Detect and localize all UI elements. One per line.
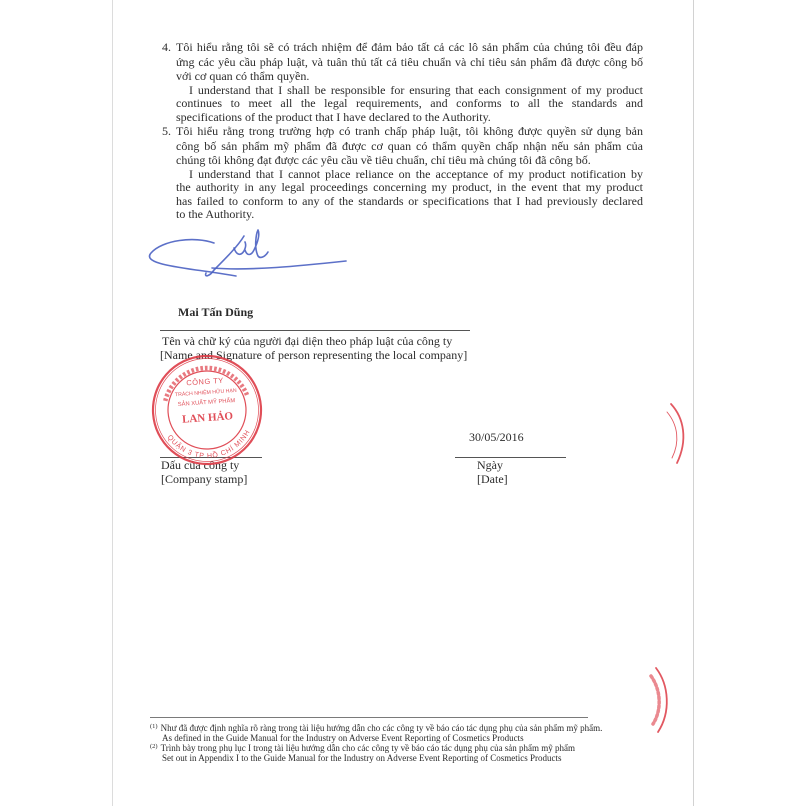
seal-outer-ring-inner xyxy=(152,355,262,465)
item-text-line: chúng tôi không đạt được các yêu cầu về tiêu chuẩn, chỉ tiêu mà chúng tôi đã công bố. xyxy=(176,153,591,167)
edge-stamp-arc xyxy=(667,412,677,458)
edge-stamp-arc xyxy=(656,668,667,732)
item-text-vietnamese xyxy=(176,40,643,84)
page-edge-left xyxy=(112,0,113,806)
seal-outer-ring xyxy=(149,352,264,467)
seal-ring-bottom-path: QUẬN 3 TP HỒ CHÍ MINH xyxy=(165,428,252,461)
signature-line xyxy=(160,330,470,331)
footnote-text-en: As defined in the Guide Manual for the Industry on Adverse Event Reporting of Cosmetics Products xyxy=(162,733,524,743)
signature-stroke xyxy=(149,240,236,276)
edge-stamp-lower xyxy=(651,668,667,732)
footnote-text-vi: Trình bày trong phụ lục I trong tài liệu hướng dẫn cho các công ty về báo cáo tác dụng phụ của sản phẩm mỹ phẩm xyxy=(160,743,576,753)
signature-stroke xyxy=(212,261,346,269)
handwritten-signature xyxy=(149,230,346,276)
footnote-text-vi: Như đã được định nghĩa rõ ràng trong tài liệu hướng dẫn cho các công ty về báo cáo tác dụng phụ của sản phẩm mỹ phẩm. xyxy=(160,723,603,733)
edge-stamp-upper xyxy=(667,404,683,463)
seal-inner-ring xyxy=(165,368,248,451)
seal-line-1: CÔNG TY xyxy=(185,375,225,388)
company-stamp-label-vi: Dấu của công ty xyxy=(161,458,240,472)
date-label-vi: Ngày xyxy=(477,458,503,472)
signature-caption-en: [Name and Signature of person representing the local company] xyxy=(160,348,468,362)
declaration-item-4 xyxy=(162,40,643,124)
item-text-line: với cơ quan có thẩm quyền. xyxy=(176,69,310,83)
item-text-line: công bố sản phẩm mỹ phẩm đã được cơ quan có thẩm quyền chấp nhận nếu sản phẩm của xyxy=(176,138,643,153)
company-seal xyxy=(149,352,264,467)
date-line xyxy=(455,457,566,458)
signatory-name: Mai Tấn Dũng xyxy=(178,305,254,319)
page-edge-right xyxy=(693,0,694,806)
item-text-vietnamese xyxy=(176,124,643,168)
company-stamp-label-en: [Company stamp] xyxy=(161,472,248,486)
date-label-en: [Date] xyxy=(477,472,508,486)
footnote-marker: (1) xyxy=(150,723,158,730)
item-text-line: I understand that I shall be responsible for ensuring that each consignment of my product xyxy=(189,82,643,97)
date-value: 30/05/2016 xyxy=(469,430,524,444)
signature-stroke xyxy=(206,236,244,276)
footnote-marker: (2) xyxy=(150,743,158,750)
edge-stamp-arc xyxy=(671,404,683,463)
item-text-line: Tôi hiểu rằng trong trường hợp có tranh chấp pháp luật, tôi không được quyền sử dụng bản xyxy=(176,124,643,138)
item-text-line: Tôi hiểu rằng tôi sẽ có trách nhiệm để đảm bảo tất cả các lô sản phẩm của chúng tôi đều đáp xyxy=(176,40,643,54)
item-text-line: specifications of the product that I have declared to the Authority. xyxy=(176,109,491,124)
item-text-line: to the Authority. xyxy=(176,207,255,221)
edge-stamp-arc xyxy=(651,676,659,724)
signature-stroke xyxy=(234,230,268,257)
signature-caption-vi: Tên và chữ ký của người đại diện theo pháp luật của công ty xyxy=(162,334,453,348)
item-number: 4. xyxy=(162,40,171,54)
item-text-english xyxy=(176,168,643,222)
footnote-separator xyxy=(150,717,588,718)
item-text-line: has failed to conform to any of the standards or specifications that I had previously declared xyxy=(176,193,643,208)
item-text-line: ứng các yêu cầu pháp luật, và tuân thủ tất cả tiêu chuẩn và chỉ tiêu sản phẩm đã được công bố xyxy=(176,54,643,69)
item-text-english xyxy=(176,84,643,125)
seal-line-3: SẢN XUẤT MỸ PHẨM xyxy=(177,398,236,409)
footnote-2 xyxy=(150,742,575,753)
item-number: 5. xyxy=(162,124,171,138)
footnote-1 xyxy=(150,722,602,733)
declaration-item-5 xyxy=(162,124,643,222)
item-text-line: I understand that I cannot place reliance on the acceptance of my product notification by xyxy=(189,166,643,181)
footnote-text-en: Set out in Appendix I to the Guide Manual for the Industry on Adverse Event Reporting of Cosmetics Products xyxy=(162,753,562,763)
item-text-line: the authority in any legal proceedings concerning my product, in the event that my product xyxy=(176,180,643,194)
seal-line-2: TRÁCH NHIỆM HỮU HẠN xyxy=(174,387,237,399)
seal-ring-top-lettering xyxy=(163,365,247,401)
seal-company-name: LAN HẢO xyxy=(181,410,234,426)
item-text-line: continues to meet all the legal requirements, and conforms to all the standards and xyxy=(176,96,643,110)
declaration-items xyxy=(162,40,643,222)
